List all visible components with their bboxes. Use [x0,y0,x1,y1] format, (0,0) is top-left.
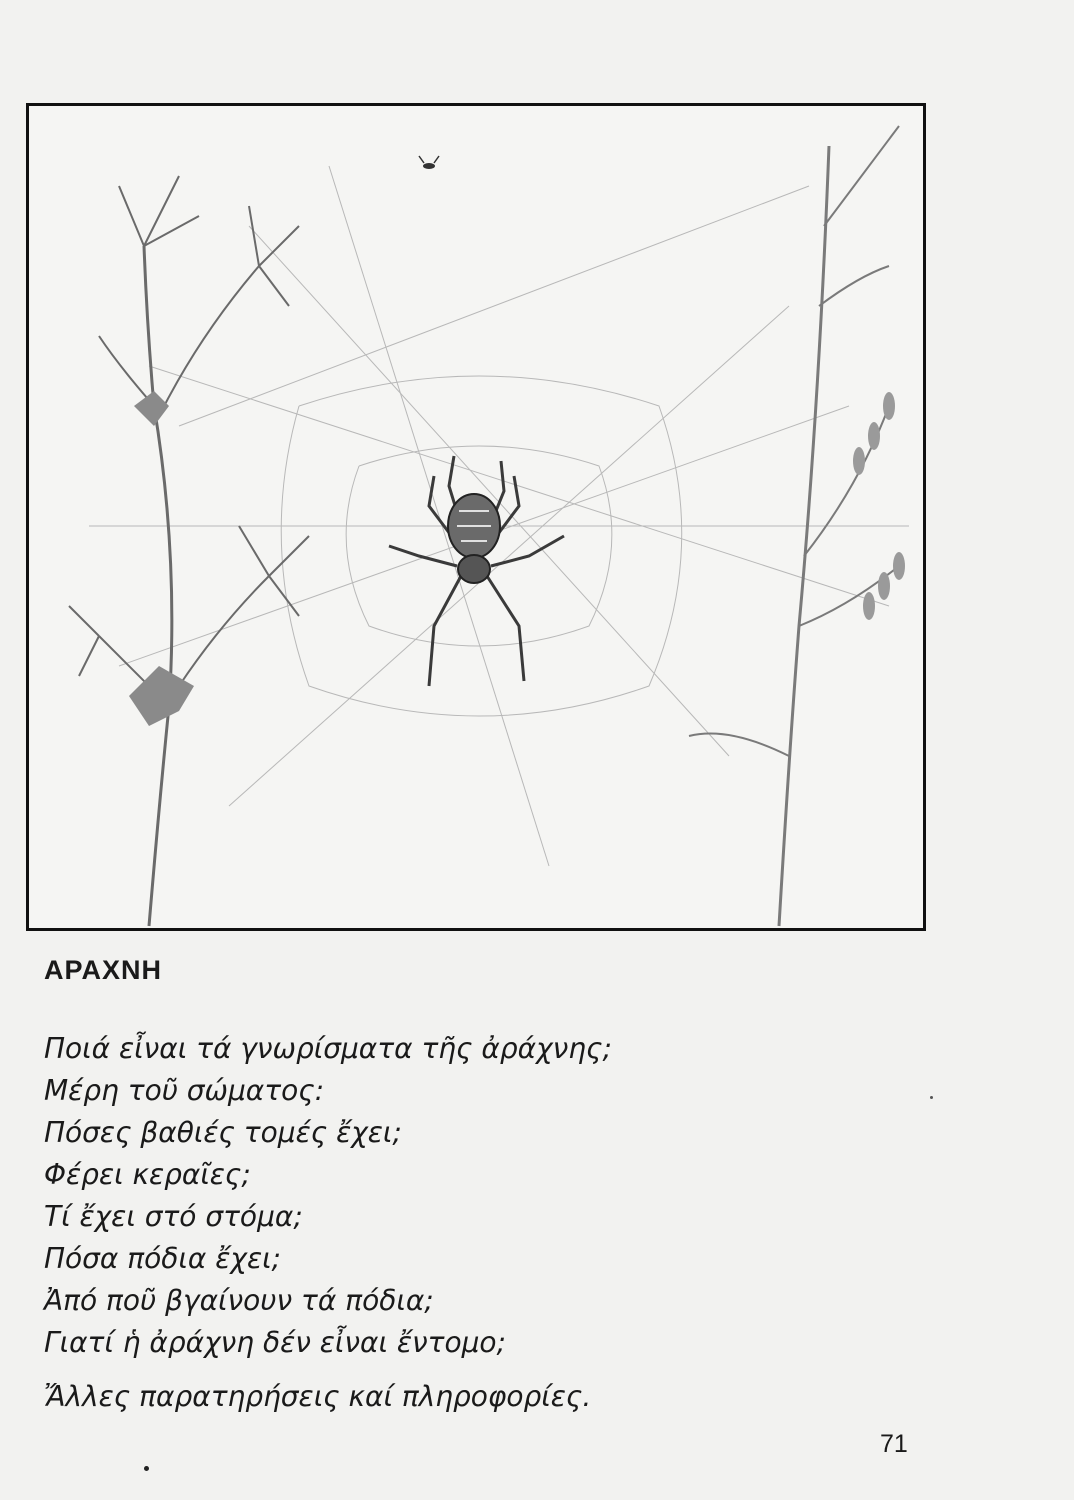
print-speck [930,1096,933,1099]
fly [419,156,439,169]
spider-illustration [26,103,926,931]
spider [389,456,564,686]
list-item: Πόσα πόδια ἔχει; [44,1242,281,1275]
left-plant [69,176,309,926]
list-item: Φέρει κεραῖες; [44,1158,251,1191]
list-item: Μέρη τοῦ σώματος: [44,1074,325,1107]
spider-drawing [29,106,923,928]
question-list [44,1028,612,1364]
list-item: Ἀπό ποῦ βγαίνουν τά πόδια; [44,1284,434,1317]
page-title: ΑΡΑΧΝΗ [44,955,163,985]
remarks-line: Ἄλλες παρατηρήσεις καί πληροφορίες. [44,1380,592,1413]
right-plant-buds [853,392,905,620]
page-number: 71 [880,1430,908,1458]
list-item: Ποιά εἶναι τά γνωρίσματα τῆς ἀράχνης; [44,1032,612,1065]
list-item: Γιατί ἡ ἀράχνη δέν εἶναι ἔντομο; [44,1326,506,1359]
list-item: Τί ἔχει στό στόμα; [44,1200,303,1233]
list-item: Πόσες βαθιές τομές ἔχει; [44,1116,402,1149]
print-speck [144,1466,149,1471]
